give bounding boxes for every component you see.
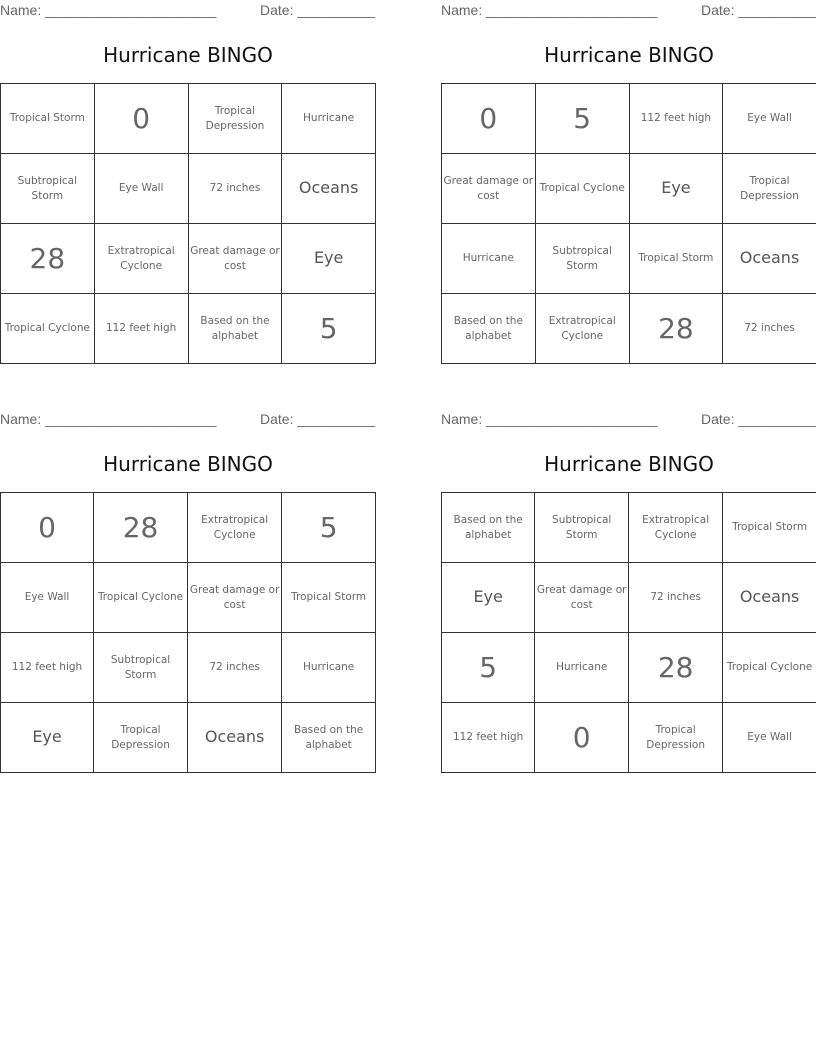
bingo-cell[interactable]: Tropical Depression [723, 154, 816, 224]
bingo-cell[interactable]: Eye Wall [723, 703, 816, 773]
grid-row [442, 224, 816, 294]
bingo-cell[interactable]: 72 inches [188, 633, 282, 703]
bingo-cell[interactable]: Hurricane [535, 633, 629, 703]
bingo-cell[interactable]: 72 inches [188, 154, 282, 224]
bingo-grid [441, 83, 816, 364]
bingo-cell[interactable]: 5 [535, 84, 629, 154]
bingo-card-2 [441, 0, 816, 365]
date-field-label[interactable]: Date: __________ [260, 2, 376, 18]
bingo-cell[interactable]: Extratropical Cyclone [94, 224, 188, 294]
bingo-grid [441, 492, 816, 773]
grid-row [442, 633, 816, 703]
bingo-cell[interactable]: 112 feet high [94, 294, 188, 364]
bingo-cell[interactable]: 112 feet high [442, 703, 535, 773]
bingo-cell[interactable]: 0 [1, 493, 94, 563]
bingo-cell[interactable]: Oceans [188, 703, 282, 773]
bingo-card-1 [0, 0, 376, 365]
card-title: Hurricane BINGO [103, 452, 273, 476]
bingo-cell[interactable]: 5 [442, 633, 535, 703]
bingo-cell[interactable]: Tropical Storm [1, 84, 95, 154]
bingo-cell[interactable]: Based on the alphabet [282, 703, 376, 773]
bingo-cell[interactable]: Based on the alphabet [442, 493, 535, 563]
bingo-cell[interactable]: 5 [282, 493, 376, 563]
card-title: Hurricane BINGO [103, 43, 273, 67]
bingo-cell[interactable]: Great damage or cost [535, 563, 629, 633]
name-field-label[interactable]: Name: ______________________ [0, 411, 217, 427]
bingo-cell[interactable]: 0 [94, 84, 188, 154]
bingo-cell[interactable]: Extratropical Cyclone [535, 294, 629, 364]
grid-row [442, 154, 816, 224]
bingo-cell[interactable]: Subtropical Storm [535, 493, 629, 563]
grid-row [1, 84, 376, 154]
grid-row [1, 294, 376, 364]
grid-row [1, 703, 376, 773]
bingo-cell[interactable]: Tropical Cyclone [1, 294, 95, 364]
bingo-cell[interactable]: 72 inches [629, 563, 723, 633]
grid-row [1, 154, 376, 224]
name-field-label[interactable]: Name: ______________________ [441, 2, 658, 18]
date-field-label[interactable]: Date: __________ [701, 411, 816, 427]
bingo-cell[interactable]: Based on the alphabet [442, 294, 536, 364]
bingo-cell[interactable]: Eye Wall [723, 84, 816, 154]
bingo-cell[interactable]: Oceans [723, 563, 816, 633]
bingo-cell[interactable]: Tropical Depression [188, 84, 282, 154]
bingo-cell[interactable]: 0 [535, 703, 629, 773]
bingo-cell[interactable]: Hurricane [282, 84, 376, 154]
date-field-label[interactable]: Date: __________ [260, 411, 376, 427]
grid-row [442, 703, 816, 773]
bingo-cell[interactable]: Tropical Depression [94, 703, 188, 773]
bingo-cell[interactable]: Great damage or cost [442, 154, 536, 224]
date-field-label[interactable]: Date: __________ [701, 2, 816, 18]
bingo-cell[interactable]: Tropical Storm [629, 224, 722, 294]
bingo-grid [0, 83, 376, 364]
bingo-grid [0, 492, 376, 773]
bingo-cell[interactable]: Based on the alphabet [188, 294, 282, 364]
bingo-cell[interactable]: Oceans [723, 224, 816, 294]
bingo-cell[interactable]: 28 [1, 224, 95, 294]
bingo-cell[interactable]: Subtropical Storm [1, 154, 95, 224]
grid-row [442, 563, 816, 633]
bingo-cell[interactable]: 28 [94, 493, 188, 563]
grid-row [442, 84, 816, 154]
bingo-card-4 [441, 409, 816, 774]
bingo-card-3 [0, 409, 376, 774]
bingo-cell[interactable]: Tropical Storm [282, 563, 376, 633]
card-title: Hurricane BINGO [544, 43, 714, 67]
bingo-cell[interactable]: Tropical Storm [723, 493, 816, 563]
bingo-cell[interactable]: Great damage or cost [188, 224, 282, 294]
bingo-cell[interactable]: Extratropical Cyclone [629, 493, 723, 563]
grid-row [1, 224, 376, 294]
bingo-cell[interactable]: Eye [629, 154, 722, 224]
bingo-cell[interactable]: Tropical Cyclone [535, 154, 629, 224]
bingo-cell[interactable]: Tropical Cyclone [94, 563, 188, 633]
bingo-cell[interactable]: Eye [442, 563, 535, 633]
name-field-label[interactable]: Name: ______________________ [0, 2, 217, 18]
bingo-cell[interactable]: Subtropical Storm [535, 224, 629, 294]
bingo-cell[interactable]: Hurricane [442, 224, 536, 294]
grid-row [442, 493, 816, 563]
card-title: Hurricane BINGO [544, 452, 714, 476]
bingo-cell[interactable]: Tropical Cyclone [723, 633, 816, 703]
bingo-cell[interactable]: 28 [629, 633, 723, 703]
grid-row [1, 493, 376, 563]
grid-row [442, 294, 816, 364]
bingo-cell[interactable]: Eye [1, 703, 94, 773]
bingo-cell[interactable]: Tropical Depression [629, 703, 723, 773]
bingo-cell[interactable]: 112 feet high [629, 84, 722, 154]
bingo-cell[interactable]: Extratropical Cyclone [188, 493, 282, 563]
bingo-cell[interactable]: 5 [282, 294, 376, 364]
bingo-cell[interactable]: Great damage or cost [188, 563, 282, 633]
bingo-cell[interactable]: Hurricane [282, 633, 376, 703]
bingo-cell[interactable]: Eye [282, 224, 376, 294]
bingo-cell[interactable]: 0 [442, 84, 536, 154]
grid-row [1, 633, 376, 703]
name-field-label[interactable]: Name: ______________________ [441, 411, 658, 427]
bingo-cell[interactable]: 112 feet high [1, 633, 94, 703]
bingo-cell[interactable]: Eye Wall [94, 154, 188, 224]
bingo-cell[interactable]: Oceans [282, 154, 376, 224]
bingo-cell[interactable]: 72 inches [723, 294, 816, 364]
grid-row [1, 563, 376, 633]
bingo-cell[interactable]: Eye Wall [1, 563, 94, 633]
bingo-cell[interactable]: 28 [629, 294, 722, 364]
bingo-cell[interactable]: Subtropical Storm [94, 633, 188, 703]
